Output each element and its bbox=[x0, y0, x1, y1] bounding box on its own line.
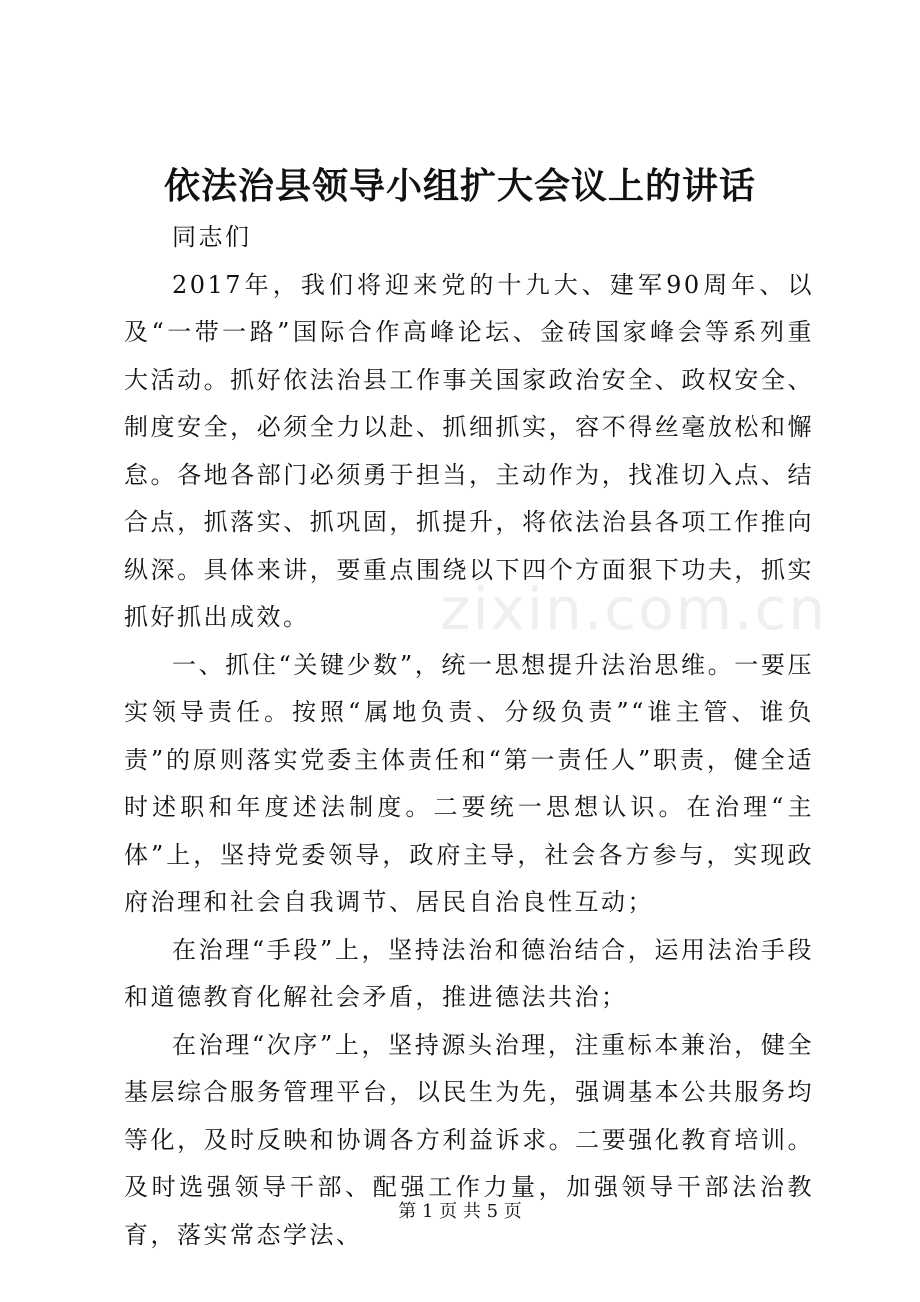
document-title: 依法治县领导小组扩大会议上的讲话 bbox=[163, 165, 756, 207]
paragraph: 在治理“手段”上，坚持法治和德治结合，运用法治手段和道德教育化解社会矛盾，推进德法共治； bbox=[124, 935, 814, 1011]
paragraph: 在治理“次序”上，坚持源头治理，注重标本兼治，健全基层综合服务管理平台，以民生为先，强调基本公共服务均等化，及时反映和协调各方利益诉求。二要强化教育培训。及时选强领导干部、配强工作力量，加强领导干部法治教育，落实常态学法、 bbox=[124, 1030, 814, 1249]
salutation: 同志们 bbox=[172, 223, 252, 251]
paragraph: 2017年，我们将迎来党的十九大、建军90周年、以及“一带一路”国际合作高峰论坛、金砖国家峰会等系列重大活动。抓好依法治县工作事关国家政治安全、政权安全、制度安全，必须全力以赴、抓细抓实，容不得丝毫放松和懈怠。各地各部门必须勇于担当，主动作为，找准切入点、结合点，抓落实、抓巩固，抓提升，将依法治县各项工作推向纵深。具体来讲，要重点围绕以下四个方面狠下功夫，抓实抓好抓出成效。 bbox=[124, 270, 814, 631]
document-body bbox=[124, 214, 814, 1259]
paragraph: 一、抓住“关键少数”，统一思想提升法治思维。一要压实领导责任。按照“属地负责、分级负责”“谁主管、谁负责”的原则落实党委主体责任和“第一责任人”职责，健全适时述职和年度述法制度。二要统一思想认识。在治理“主体”上，坚持党委领导，政府主导，社会各方参与，实现政府治理和社会自我调节、居民自治良性互动； bbox=[124, 650, 814, 916]
watermark: zixin.com.cn bbox=[440, 575, 828, 643]
page-footer: 第 1 页 共 5 页 bbox=[398, 1201, 522, 1222]
